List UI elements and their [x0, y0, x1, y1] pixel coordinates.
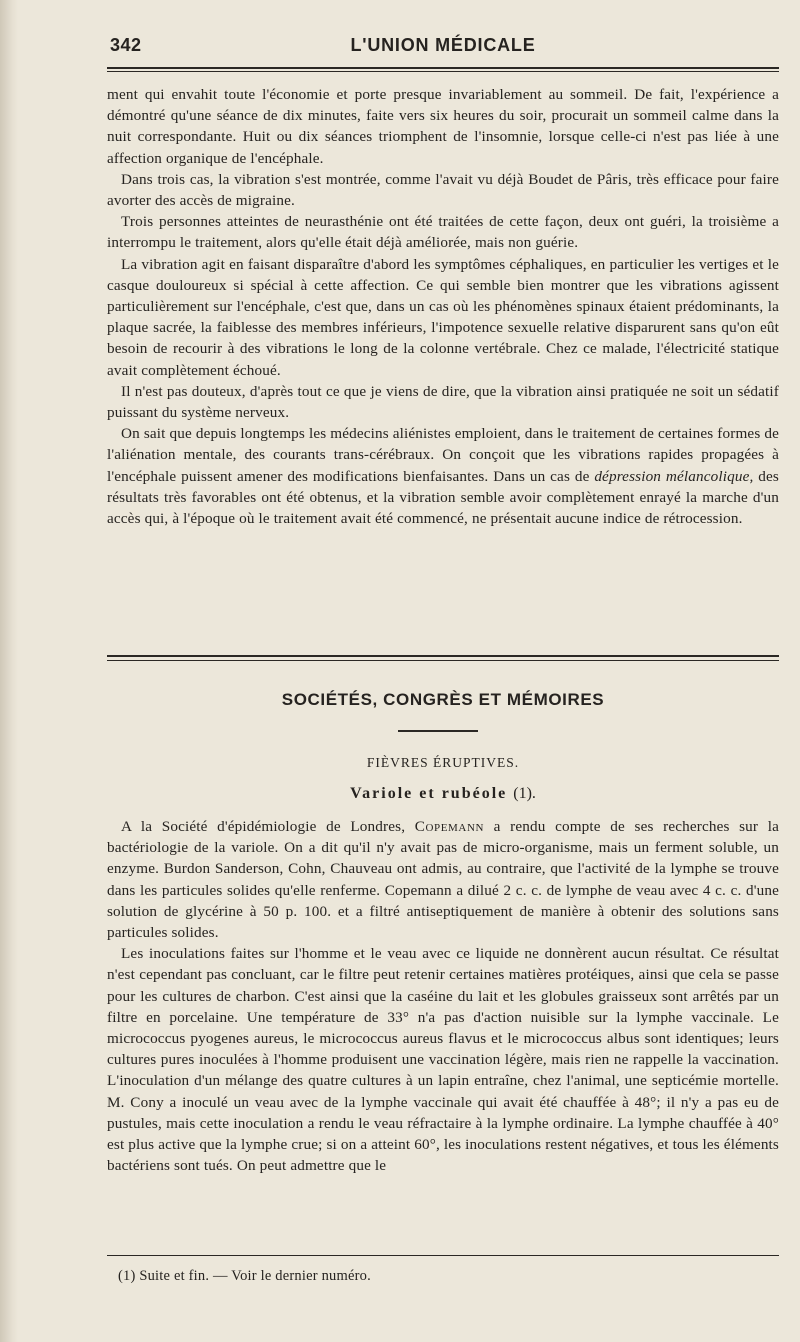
- paragraph-8: Les inoculations faites sur l'homme et le veau avec ce liquide ne donnèrent aucun résultat. Ce résultat n'est cependant pas concluant, car le filtre peut retenir certaines matières protéiques, ainsi que cela se passe pour les cultures de charbon. C'est ainsi que la caséine du lait et les globules graisseux sont arrêtés par un filtre en porcelaine. Une température de 33° n'a pas d'action nuisible sur la lymphe vaccinale. Le micrococcus pyogenes aureus, le micrococcus aureus flavus et le micrococcus albus sont identiques; leurs cultures pures inoculées à l'homme produisent une vaccination légère, mais rien ne rappelle la vaccination. L'inoculation d'un mélange des quatre cultures à un lapin entraîne, chez l'animal, une septicémie mortelle. M. Cony a inoculé un veau avec de la lymphe vaccinale qui avait été chauffée à 48°; il n'y a pas eu de pustules, mais cette inoculation a rendu le veau réfractaire à la lymphe ordinaire. La lymphe chauffée à 40° est plus active que la lymphe crue; si on a atteint 60°, les inoculations restent négatives, et tous les éléments bactériens sont tués. On peut admettre que le: [107, 945, 779, 1175]
- paragraph-6: [107, 423, 779, 529]
- paragraph-7-text-b: a rendu compte de ses recherches sur la bactériologie de la variole. On a dit qu'il n'y avait pas de micro-organisme, mais un ferment soluble, un enzyme. Burdon Sanderson, Cohn, Chauveau ont admis, au contraire, que l'activité de la lymphe se trouve dans les particules solides qu'elle renferme. Copemann a dilué 2 c. c. de lymphe de veau avec 4 c. c. d'une solution de glycérine à 50 p. 100. et a filtré antiseptiquement de manière à obtenir des solutions sans particules solides.: [107, 818, 779, 942]
- author-name: Copemann: [414, 818, 485, 835]
- paragraph-1: ment qui envahit toute l'économie et porte presque invariablement au sommeil. De fait, l'expérience a démontré qu'une séance de dix minutes, faite vers six heures du soir, procurait un sommeil calme dans la nuit correspondante. Huit ou dix séances triomphent de l'insomnie, lorsque celle-ci n'est pas liée à une affection organique de l'encéphale.: [107, 86, 779, 167]
- top-text-block: [107, 84, 779, 529]
- article-title-text: Variole et rubéole: [350, 785, 508, 802]
- paragraph-4: La vibration agit en faisant disparaître d'abord les symptômes céphaliques, en particulier les vertiges et le casque douloureux si spécial à cette affection. Ce qui semble bien montrer que les vibrations agissent particulièrement sur l'encéphale, c'est que, dans un cas où les phénomènes spinaux étaient prédominants, la plaque sacrée, la faiblesse des membres inférieurs, l'impotence sexuelle relative disparurent sans qu'on eût besoin de recourir à des vibrations le long de la colonne vertébrale. Chez ce malade, l'électricité statique avait complètement échoué.: [107, 255, 779, 379]
- running-header: [107, 32, 779, 64]
- footnote-reference: (1).: [513, 785, 536, 802]
- paragraph-6-text-b: des résultats très favorables ont été obtenus, et la vibration semble avoir complètement enrayé la marche d'un accès qui, à l'époque où le traitement avait été commencé, ne présentait aucune indice de rétrocession.: [107, 467, 779, 528]
- bottom-text-block: [107, 816, 779, 1176]
- paragraph-3: Trois personnes atteintes de neurasthénie ont été traitées de cette façon, deux ont guéri, la troisième a interrompu le traitement, alors qu'elle était déjà améliorée, mais non guérie.: [107, 213, 779, 252]
- page-binding-shadow: [0, 0, 18, 1342]
- paragraph-7-text-a: A la Société d'épidémiologie de Londres,: [121, 818, 415, 835]
- heading-short-rule: [398, 730, 478, 732]
- footnote-rule: [107, 1255, 779, 1256]
- page-number: 342: [110, 35, 142, 55]
- section-heading: SOCIÉTÉS, CONGRÈS ET MÉMOIRES: [281, 690, 605, 709]
- header-rule: [107, 67, 779, 72]
- paragraph-6-text-a: On sait que depuis longtemps les médecins aliénistes emploient, dans le traitement de certaines formes de l'aliénation mentale, des courants trans-cérébraux. On conçoit que les vibrations rapides propagées à l'encéphale puissent amener des modifications bienfaisantes. Dans un cas de: [107, 425, 779, 485]
- paragraph-7: [107, 816, 779, 943]
- paragraph-6-emphasis: dépression mélancolique,: [594, 467, 754, 485]
- section-divider: [107, 655, 779, 661]
- paragraph-5: Il n'est pas douteux, d'après tout ce que je viens de dire, que la vibration ainsi pratiquée ne soit un sédatif puissant du système nerveux.: [107, 382, 779, 422]
- paragraph-2: Dans trois cas, la vibration s'est montrée, comme l'avait vu déjà Boudet de Pâris, très efficace pour faire avorter des accès de migraine.: [107, 170, 779, 210]
- footnote: (1) Suite et fin. — Voir le dernier numéro.: [118, 1268, 371, 1284]
- article-title: [107, 785, 779, 803]
- section-subheading: FIÈVRES ÉRUPTIVES.: [366, 755, 520, 770]
- journal-title: L'UNION MÉDICALE: [350, 35, 536, 55]
